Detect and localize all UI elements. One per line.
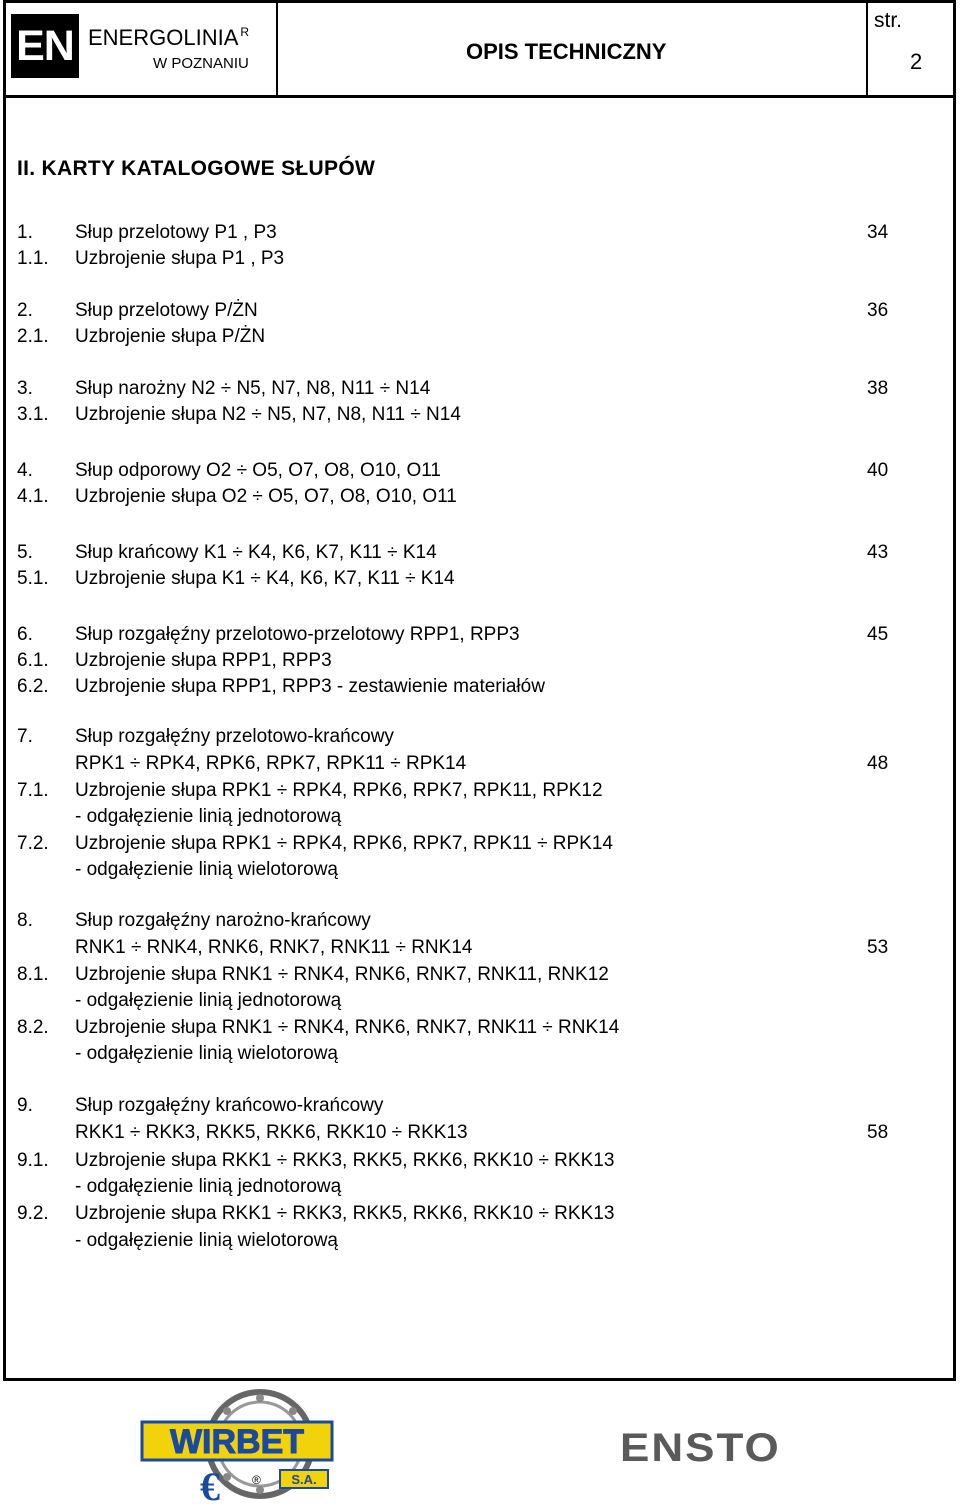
toc-text: Uzbrojenie słupa RPP1, RPP3 - zestawienie materiałów: [75, 676, 545, 697]
toc-text: - odgałęzienie linią wielotorową: [75, 1043, 338, 1064]
toc-row: [17, 566, 894, 592]
toc-row: [17, 376, 894, 402]
toc-text: RNK1 ÷ RNK4, RNK6, RNK7, RNK11 ÷ RNK14: [75, 937, 473, 958]
header-divider: [276, 3, 278, 95]
toc-number: 4.: [17, 460, 33, 481]
toc-number: 8.2.: [17, 1017, 49, 1038]
toc-number: 5.: [17, 542, 33, 563]
toc-row: [17, 324, 894, 350]
toc-page: 45: [867, 624, 889, 645]
toc-row: [17, 1093, 894, 1119]
toc-number: 7.2.: [17, 833, 49, 854]
toc-text: RKK1 ÷ RKK3, RKK5, RKK6, RKK10 ÷ RKK13: [75, 1122, 468, 1143]
toc-text: - odgałęzienie linią wielotorową: [75, 859, 338, 880]
registered-mark: R: [240, 25, 250, 39]
toc-page: 53: [867, 937, 889, 958]
toc-text: Uzbrojenie słupa K1 ÷ K4, K6, K7, K11 ÷ K14: [75, 568, 455, 589]
toc-text: Uzbrojenie słupa N2 ÷ N5, N7, N8, N11 ÷ N14: [75, 404, 461, 425]
toc-row: [17, 1015, 894, 1041]
toc-row: [17, 778, 894, 804]
document-title: OPIS TECHNICZNY: [466, 39, 667, 64]
toc-text: Uzbrojenie słupa RKK1 ÷ RKK3, RKK5, RKK6, RKK10 ÷ RKK13: [75, 1150, 615, 1171]
toc-number: 2.1.: [17, 326, 49, 347]
section-title: II. KARTY KATALOGOWE SŁUPÓW: [17, 157, 376, 180]
toc-row: [17, 908, 894, 934]
toc-row: [17, 648, 894, 674]
toc-number: 8.: [17, 910, 33, 931]
toc-row: [17, 540, 894, 566]
brand-text: ENERGOLINIA: [88, 25, 239, 50]
wirbet-logo-graphic: [140, 1388, 370, 1506]
toc-text: - odgałęzienie linią jednotorową: [75, 990, 342, 1011]
toc-row: [17, 622, 894, 648]
toc-text: Uzbrojenie słupa RNK1 ÷ RNK4, RNK6, RNK7, RNK11 ÷ RNK14: [75, 1017, 620, 1038]
page-number: 2: [910, 49, 923, 74]
toc-row: [17, 831, 894, 857]
toc-number: 5.1.: [17, 568, 49, 589]
toc-row: [17, 962, 894, 988]
toc-text: Słup odporowy O2 ÷ O5, O7, O8, O10, O11: [75, 460, 441, 481]
wirbet-logo: [140, 1388, 370, 1511]
toc-row: [17, 458, 894, 484]
header-divider: [866, 3, 868, 95]
toc-row: [17, 804, 894, 830]
toc-number: 9.2.: [17, 1203, 49, 1224]
toc-number: 6.1.: [17, 650, 49, 671]
toc-text: Słup krańcowy K1 ÷ K4, K6, K7, K11 ÷ K14: [75, 542, 437, 563]
toc-number: 3.1.: [17, 404, 49, 425]
toc-number: 9.: [17, 1095, 33, 1116]
ensto-logo-graphic: [620, 1427, 820, 1471]
toc-row: [17, 751, 894, 777]
logo-text: EN: [16, 22, 74, 70]
toc-text: Słup narożny N2 ÷ N5, N7, N8, N11 ÷ N14: [75, 378, 431, 399]
toc-number: 1.: [17, 222, 33, 243]
toc-text: - odgałęzienie linią wielotorową: [75, 1230, 338, 1251]
toc-row: [17, 674, 894, 700]
toc-row: [17, 484, 894, 510]
toc-number: 1.1.: [17, 248, 49, 269]
toc-text: Uzbrojenie słupa P1 , P3: [75, 248, 285, 269]
toc-row: [17, 724, 894, 750]
toc-page: 34: [867, 222, 889, 243]
ensto-logo: [620, 1427, 820, 1476]
toc-number: 9.1.: [17, 1150, 49, 1171]
toc-row: [17, 935, 894, 961]
toc-text: - odgałęzienie linią jednotorową: [75, 1176, 342, 1197]
toc-text: Słup rozgałęźny przelotowo-krańcowy: [75, 726, 394, 747]
toc-row: [17, 1174, 894, 1200]
toc-number: 8.1.: [17, 964, 49, 985]
toc-page: 36: [867, 300, 889, 321]
toc-page: 38: [867, 378, 889, 399]
toc-row: [17, 1228, 894, 1254]
toc-row: [17, 1041, 894, 1067]
toc-text: Słup przelotowy P1 , P3: [75, 222, 277, 243]
toc-row: [17, 1148, 894, 1174]
toc-row: [17, 298, 894, 324]
toc-page: 48: [867, 753, 889, 774]
toc-number: 7.1.: [17, 780, 49, 801]
toc-page: 43: [867, 542, 889, 563]
ensto-logo-text: ENSTO: [620, 1427, 781, 1470]
page-header: [3, 0, 956, 98]
toc-text: Uzbrojenie słupa RPP1, RPP3: [75, 650, 332, 671]
brand-city: W POZNANIU: [153, 55, 249, 72]
toc-page: 40: [867, 460, 889, 481]
toc-row: [17, 402, 894, 428]
toc-text: Uzbrojenie słupa P/ŻN: [75, 326, 266, 347]
toc-text: Uzbrojenie słupa RPK1 ÷ RPK4, RPK6, RPK7, RPK11 ÷ RPK14: [75, 833, 613, 854]
toc-number: 4.1.: [17, 486, 49, 507]
wirbet-logo-text: WIRBET: [169, 1423, 305, 1461]
toc-text: - odgałęzienie linią jednotorową: [75, 806, 342, 827]
wirbet-suffix-text: S.A.: [291, 1472, 317, 1487]
toc-page: 58: [867, 1122, 889, 1143]
toc-text: Uzbrojenie słupa O2 ÷ O5, O7, O8, O10, O11: [75, 486, 457, 507]
toc-row: [17, 246, 894, 272]
toc-row: [17, 857, 894, 883]
toc-row: [17, 988, 894, 1014]
toc-number: 7.: [17, 726, 33, 747]
toc-number: 6.: [17, 624, 33, 645]
toc-text: Słup rozgałęźny przelotowo-przelotowy RPP1, RPP3: [75, 624, 520, 645]
toc-text: Uzbrojenie słupa RNK1 ÷ RNK4, RNK6, RNK7, RNK11, RNK12: [75, 964, 609, 985]
toc-number: 2.: [17, 300, 33, 321]
toc-text: Słup przelotowy P/ŻN: [75, 300, 258, 321]
toc-number: 3.: [17, 378, 33, 399]
svg-text:€: €: [200, 1464, 220, 1506]
toc-text: Słup rozgałęźny narożno-krańcowy: [75, 910, 371, 931]
toc-text: Uzbrojenie słupa RKK1 ÷ RKK3, RKK5, RKK6, RKK10 ÷ RKK13: [75, 1203, 615, 1224]
toc-text: RPK1 ÷ RPK4, RPK6, RPK7, RPK11 ÷ RPK14: [75, 753, 467, 774]
toc-row: [17, 220, 894, 246]
toc-text: Słup rozgałęźny krańcowo-krańcowy: [75, 1095, 384, 1116]
toc-text: Uzbrojenie słupa RPK1 ÷ RPK4, RPK6, RPK7, RPK11, RPK12: [75, 780, 603, 801]
energolinia-logo-box: [11, 14, 79, 78]
toc-number: 6.2.: [17, 676, 49, 697]
toc-row: [17, 1201, 894, 1227]
svg-text:®: ®: [252, 1473, 261, 1487]
brand-name: [88, 25, 249, 51]
page-label: str.: [874, 9, 903, 32]
toc-row: [17, 1120, 894, 1146]
